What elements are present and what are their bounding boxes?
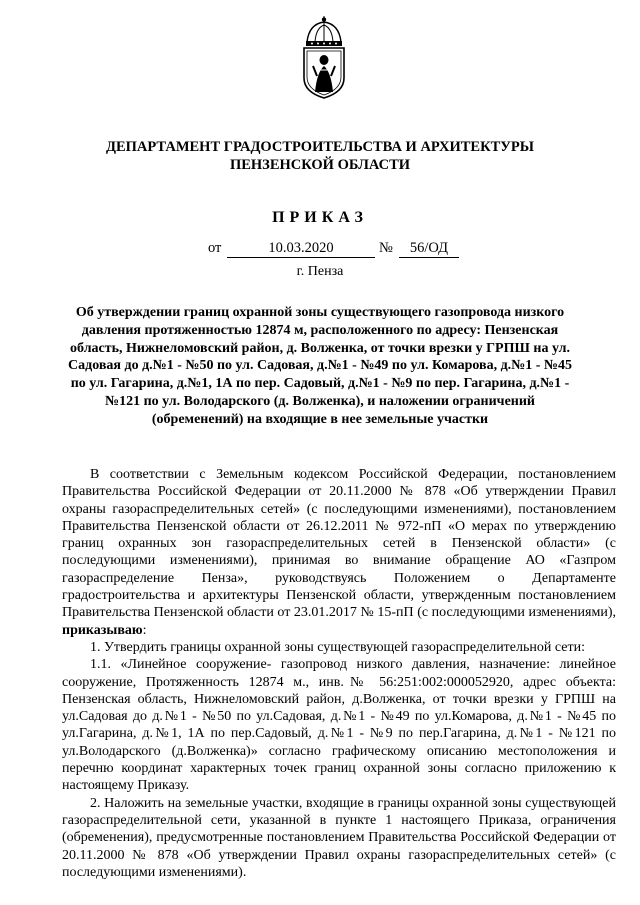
preamble-command: приказываю [62, 622, 143, 638]
order-number: 56/ОД [399, 240, 459, 258]
from-label: от [208, 240, 222, 256]
city: г. Пенза [296, 264, 344, 279]
item-2-paragraph: 2. Наложить на земельные участки, входящие в границы охранной зоны существующей газораспределительной сети, указанной в пункте 1 настоящего Приказа, ограничения (обременения), предусмотренные постановлением Правительства Российской Федерации от 20.11.2000 № 878 «Об утверждении Правил охраны газораспределительных сетей» (с последующими изменениями). [62, 795, 616, 880]
coat-of-arms-icon [295, 16, 353, 100]
order-date: 10.03.2020 [227, 240, 375, 258]
item-1-paragraph: 1. Утвердить границы охранной зоны существующей газораспределительной сети: [90, 639, 585, 655]
preamble-end: : [142, 622, 147, 638]
department-line-1: ДЕПАРТАМЕНТ ГРАДОСТРОИТЕЛЬСТВА И АРХИТЕКТУРЫ [105, 139, 535, 155]
department-name [60, 138, 580, 174]
number-label: № [379, 240, 393, 256]
order-meta [0, 240, 640, 260]
order-subject: Об утверждении границ охранной зоны существующего газопровода низкого давления протяженностью 12874 м, расположенного по адресу: Пензенская область, Нижнеломовский район, д. Волженка, от точки врезки у ГРПШ на ул. Садовая до д.№1 - №50 по ул. Садовая, д.№1 - №49 по ул. Комарова, д.№1 - №45 по ул. Гагарина, д.№1, 1А по пер. Садовый, д.№1 - №9 по пер. Гагарина, д.№1 - №121 по ул. Володарского (д. Волженка), и наложении ограничений (обременений) на входящие в нее земельные участки [68, 305, 572, 427]
preamble-text: В соответствии с Земельным кодексом Российской Федерации, постановлением Правительства Российской Федерации от 20.11.2000 № 878 «Об утверждении Правил охраны газораспределительных сетей» (с последующими изменениями), постановлением Правительства Пензенской области от 26.12.2011 № 972-пП «О мерах по утверждению границ охранных зон газораспределительных сетей в Пензенской области» (с последующими изменениями), принимая во внимание обращение АО «Газпром газораспределение Пенза», руководствуясь Положением о Департаменте градостроительства и архитектуры Пензенской области, утвержденным постановлением Правительства Пензенской области от 23.01.2017 № 15-пП (с последующими изменениями), [62, 467, 616, 621]
order-body [62, 466, 616, 881]
order-title: ПРИКАЗ [272, 209, 368, 226]
department-line-2: ПЕНЗЕНСКОЙ ОБЛАСТИ [229, 157, 411, 173]
preamble-paragraph [62, 466, 616, 639]
item-1-1-paragraph: 1.1. «Линейное сооружение- газопровод низкого давления, назначение: линейное сооружение, Протяженность 12874 м., инв.№ 56:251:002:000052920, адрес объекта: Пензенская область, Нижнеломовский район, д.Волженка, от точки врезки у ГРПШ на ул.Садовая до д.№1 - №50 по ул.Садовая, д.№1 - №49 по ул.Комарова, д.№1 - №45 по ул.Гагарина, д.№1, 1А по пер.Садовый, д.№1 - №9 по пер.Гагарина, д.№1 - №121 по ул.Володарского (д.Волженка)» согласно графическому описанию местоположения и перечню координат характерных точек границ охранной зоны согласно приложению к настоящему Приказу. [62, 657, 616, 794]
